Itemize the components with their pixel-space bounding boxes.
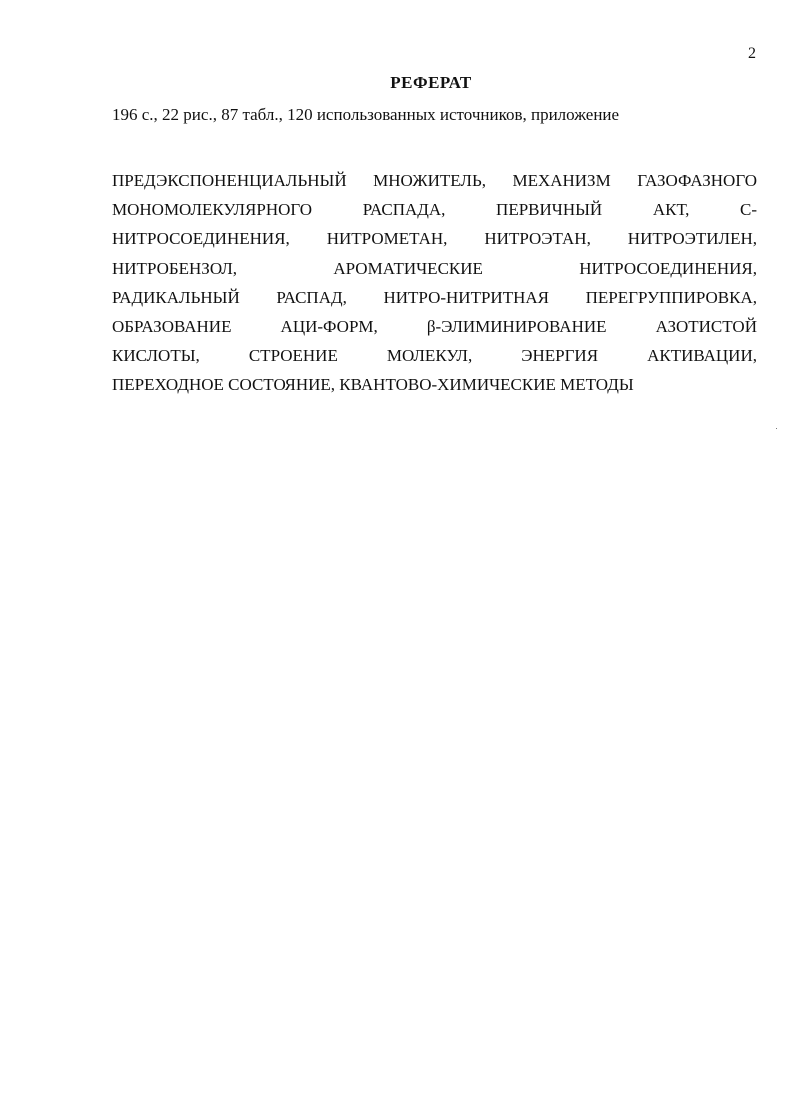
summary-line: 196 с., 22 рис., 87 табл., 120 использованных источников, приложение (112, 105, 620, 124)
keyword: НИТРОСОЕДИНЕНИЯ, (579, 258, 757, 278)
keyword: НИТРОМЕТАН, (326, 229, 448, 249)
keyword: АКТ, (652, 200, 690, 220)
page-title: РЕФЕРАТ (390, 73, 472, 92)
keyword: АКТИВАЦИИ, (647, 346, 757, 366)
keyword: МЕХАНИЗМ (512, 171, 611, 190)
keyword: ПЕРВИЧНЫЙ (496, 200, 603, 220)
keywords-line (112, 166, 757, 195)
keywords-line (112, 224, 757, 253)
keyword: НИТРОЭТИЛЕН, (627, 229, 757, 249)
keyword: АРОМАТИЧЕСКИЕ (333, 258, 483, 278)
keyword: НИТРОСОЕДИНЕНИЯ, (112, 229, 290, 249)
keywords-line (112, 312, 757, 341)
keyword: КИСЛОТЫ, (112, 346, 200, 366)
scan-speck (776, 428, 777, 429)
keyword: РАСПАД, (276, 287, 347, 307)
keyword: НИТРОБЕНЗОЛ, (112, 258, 238, 278)
keywords-line (112, 254, 757, 283)
keyword: РАДИКАЛЬНЫЙ (112, 287, 240, 307)
keywords-block (112, 166, 757, 400)
keyword: АЗОТИСТОЙ (655, 316, 757, 336)
keyword: НИТРО-НИТРИТНАЯ (383, 287, 549, 307)
keyword: ПЕРЕГРУППИРОВКА, (585, 287, 757, 307)
keyword: АЦИ-ФОРМ, (280, 316, 378, 336)
keywords-line (112, 341, 757, 370)
keywords-line (112, 195, 757, 224)
keyword: МОНОМОЛЕКУЛЯРНОГО (112, 200, 313, 220)
keyword: β-ЭЛИМИНИРОВАНИЕ (426, 316, 607, 336)
keyword: РАСПАДА, (362, 200, 446, 220)
keyword: ПРЕДЭКСПОНЕНЦИАЛЬНЫЙ (112, 171, 347, 190)
keyword: С- (740, 200, 757, 220)
keyword: ЭНЕРГИЯ (521, 346, 599, 366)
keyword: МНОЖИТЕЛЬ, (373, 171, 486, 190)
keyword: ПЕРЕХОДНОЕ СОСТОЯНИЕ, КВАНТОВО-ХИМИЧЕСКИЕ МЕТОДЫ (112, 375, 634, 395)
page-number: 2 (748, 45, 756, 62)
keyword: МОЛЕКУЛ, (386, 346, 473, 366)
keywords-line (112, 283, 757, 312)
keyword: НИТРОЭТАН, (484, 229, 591, 249)
keyword: ГАЗОФАЗНОГО (637, 171, 757, 190)
keywords-line (112, 370, 757, 399)
keyword: СТРОЕНИЕ (248, 346, 338, 366)
keyword: ОБРАЗОВАНИЕ (112, 316, 232, 336)
